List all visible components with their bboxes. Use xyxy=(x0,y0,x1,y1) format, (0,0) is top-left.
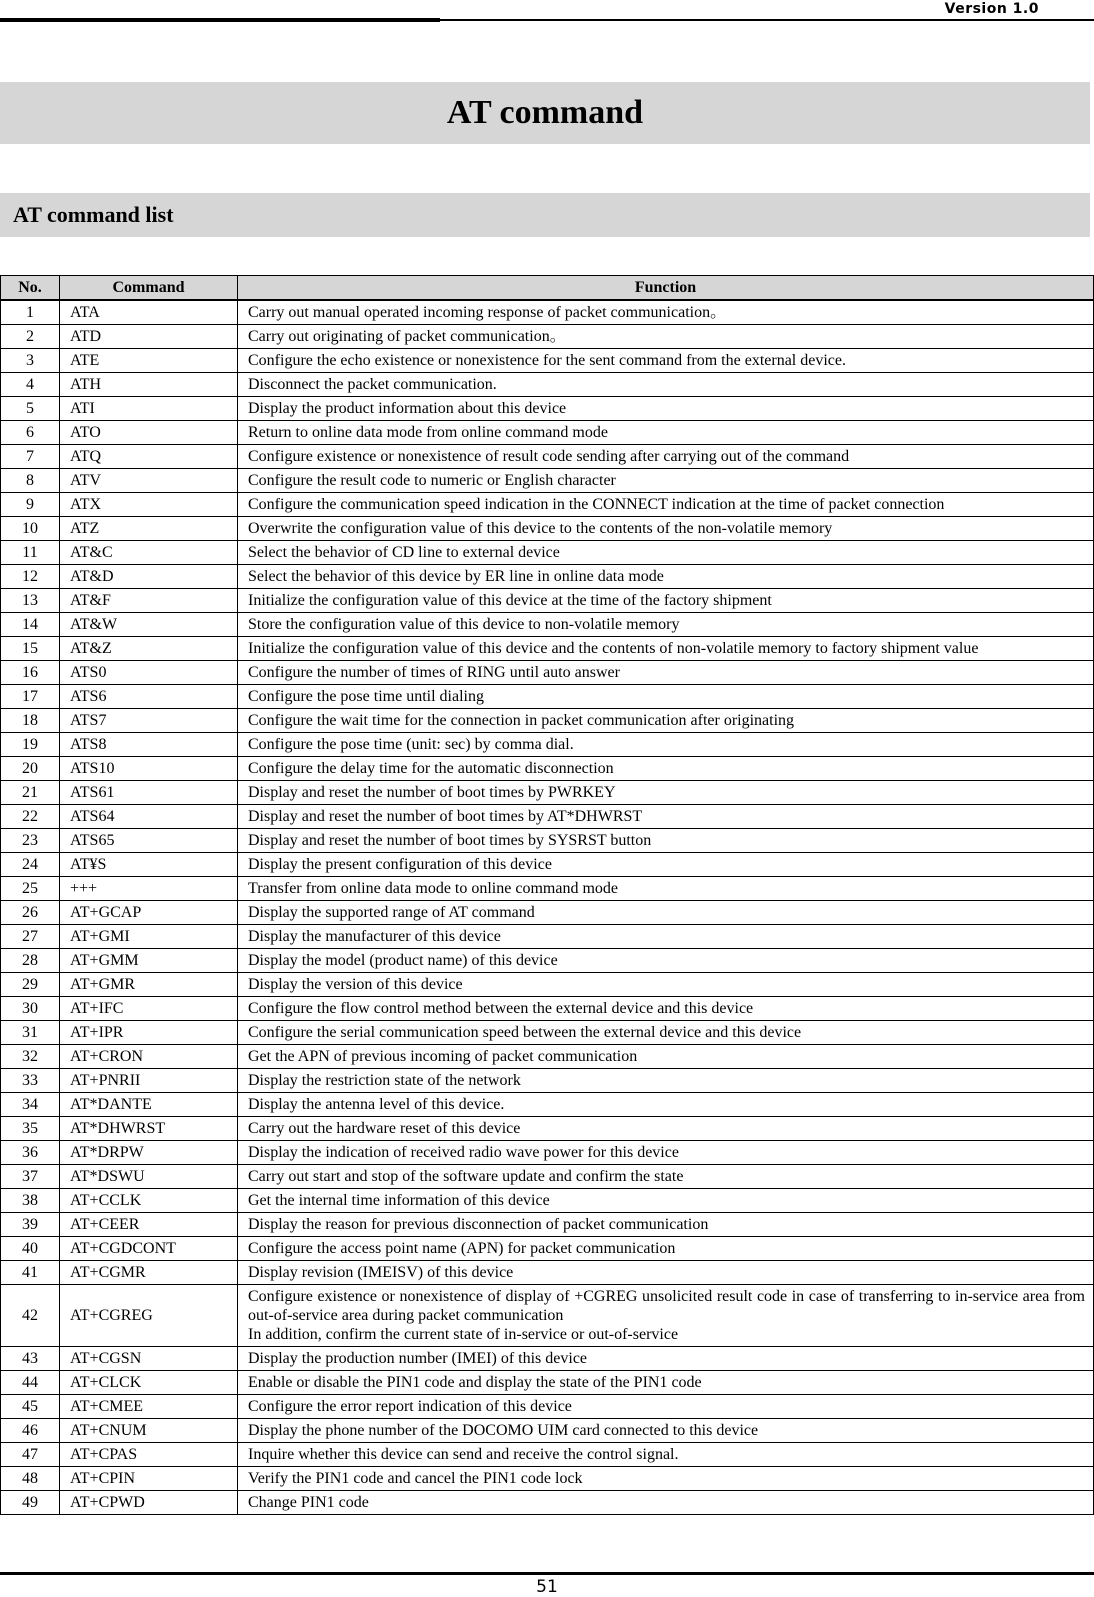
command-function: Configure the wait time for the connection in packet communication after originating xyxy=(238,709,1094,733)
row-number: 49 xyxy=(1,1491,60,1515)
command-function: Display the production number (IMEI) of this device xyxy=(238,1347,1094,1371)
row-number: 40 xyxy=(1,1237,60,1261)
row-number: 11 xyxy=(1,541,60,565)
table-row xyxy=(1,901,1094,925)
table-row xyxy=(1,1443,1094,1467)
row-number: 32 xyxy=(1,1045,60,1069)
row-number: 8 xyxy=(1,469,60,493)
table-row xyxy=(1,733,1094,757)
command-name: ATS0 xyxy=(60,661,238,685)
row-number: 42 xyxy=(1,1285,60,1347)
command-function: Display the manufacturer of this device xyxy=(238,925,1094,949)
table-body xyxy=(1,300,1094,1515)
table-row xyxy=(1,949,1094,973)
table-row xyxy=(1,1069,1094,1093)
command-function: Carry out start and stop of the software update and confirm the state xyxy=(238,1165,1094,1189)
row-number: 4 xyxy=(1,373,60,397)
row-number: 23 xyxy=(1,829,60,853)
command-function: Enable or disable the PIN1 code and display the state of the PIN1 code xyxy=(238,1371,1094,1395)
command-function: Configure the pose time until dialing xyxy=(238,685,1094,709)
command-name: +++ xyxy=(60,877,238,901)
command-name: AT+GMR xyxy=(60,973,238,997)
table-row xyxy=(1,829,1094,853)
command-function: Return to online data mode from online command mode xyxy=(238,421,1094,445)
row-number: 46 xyxy=(1,1419,60,1443)
command-function: Verify the PIN1 code and cancel the PIN1 code lock xyxy=(238,1467,1094,1491)
command-name: AT+GCAP xyxy=(60,901,238,925)
command-name: AT+CGMR xyxy=(60,1261,238,1285)
row-number: 22 xyxy=(1,805,60,829)
table-row xyxy=(1,637,1094,661)
command-function: Carry out originating of packet communication。 xyxy=(238,325,1094,349)
row-number: 36 xyxy=(1,1141,60,1165)
command-function: Change PIN1 code xyxy=(238,1491,1094,1515)
row-number: 9 xyxy=(1,493,60,517)
command-function: Configure the communication speed indication in the CONNECT indication at the time of packet connection xyxy=(238,493,1094,517)
command-name: AT+CGREG xyxy=(60,1285,238,1347)
column-header-function: Function xyxy=(238,276,1094,301)
command-function: Configure the pose time (unit: sec) by comma dial. xyxy=(238,733,1094,757)
table-row xyxy=(1,1237,1094,1261)
command-name: ATS8 xyxy=(60,733,238,757)
command-function: Configure the access point name (APN) for packet communication xyxy=(238,1237,1094,1261)
table-row xyxy=(1,1419,1094,1443)
footer-rule xyxy=(0,1572,1094,1575)
command-function: Display the supported range of AT command xyxy=(238,901,1094,925)
command-function: Store the configuration value of this device to non-volatile memory xyxy=(238,613,1094,637)
row-number: 43 xyxy=(1,1347,60,1371)
command-function: Display the product information about this device xyxy=(238,397,1094,421)
row-number: 10 xyxy=(1,517,60,541)
command-function: Display the antenna level of this device. xyxy=(238,1093,1094,1117)
command-function: Inquire whether this device can send and receive the control signal. xyxy=(238,1443,1094,1467)
table-row xyxy=(1,1261,1094,1285)
table-row xyxy=(1,325,1094,349)
row-number: 12 xyxy=(1,565,60,589)
table-row xyxy=(1,997,1094,1021)
table-row xyxy=(1,1213,1094,1237)
row-number: 34 xyxy=(1,1093,60,1117)
command-table xyxy=(0,275,1094,1515)
row-number: 44 xyxy=(1,1371,60,1395)
command-function: Configure existence or nonexistence of display of +CGREG unsolicited result code in case of transferring to in-service area from out-of-service area during packet communication In addition, confirm the current state of in-service or out-of-service xyxy=(238,1285,1094,1347)
page-number: 51 xyxy=(536,1577,558,1597)
command-name: ATZ xyxy=(60,517,238,541)
command-name: AT+CEER xyxy=(60,1213,238,1237)
row-number: 29 xyxy=(1,973,60,997)
row-number: 39 xyxy=(1,1213,60,1237)
command-name: AT+CMEE xyxy=(60,1395,238,1419)
command-name: ATS61 xyxy=(60,781,238,805)
command-name: AT&C xyxy=(60,541,238,565)
command-function: Display the phone number of the DOCOMO UIM card connected to this device xyxy=(238,1419,1094,1443)
command-function: Get the APN of previous incoming of packet communication xyxy=(238,1045,1094,1069)
table-row xyxy=(1,1347,1094,1371)
command-function: Select the behavior of CD line to external device xyxy=(238,541,1094,565)
row-number: 21 xyxy=(1,781,60,805)
row-number: 3 xyxy=(1,349,60,373)
row-number: 47 xyxy=(1,1443,60,1467)
command-function: Display revision (IMEISV) of this device xyxy=(238,1261,1094,1285)
table-row xyxy=(1,493,1094,517)
row-number: 37 xyxy=(1,1165,60,1189)
command-function: Configure the result code to numeric or English character xyxy=(238,469,1094,493)
table-row xyxy=(1,1045,1094,1069)
command-function: Display and reset the number of boot times by PWRKEY xyxy=(238,781,1094,805)
command-function: Disconnect the packet communication. xyxy=(238,373,1094,397)
command-name: AT*DANTE xyxy=(60,1093,238,1117)
command-name: AT&D xyxy=(60,565,238,589)
command-function: Display the restriction state of the network xyxy=(238,1069,1094,1093)
column-header-no: No. xyxy=(1,276,60,301)
row-number: 7 xyxy=(1,445,60,469)
row-number: 16 xyxy=(1,661,60,685)
command-name: AT¥S xyxy=(60,853,238,877)
command-function: Configure the error report indication of this device xyxy=(238,1395,1094,1419)
command-name: ATE xyxy=(60,349,238,373)
header-rule-thick xyxy=(0,18,440,22)
command-name: ATX xyxy=(60,493,238,517)
command-name: ATS7 xyxy=(60,709,238,733)
command-function: Display the version of this device xyxy=(238,973,1094,997)
command-function: Display and reset the number of boot times by AT*DHWRST xyxy=(238,805,1094,829)
command-name: AT&F xyxy=(60,589,238,613)
table-row xyxy=(1,469,1094,493)
command-name: AT+CPAS xyxy=(60,1443,238,1467)
table-row xyxy=(1,1285,1094,1347)
command-name: ATQ xyxy=(60,445,238,469)
table-row xyxy=(1,805,1094,829)
command-function: Configure existence or nonexistence of result code sending after carrying out of the command xyxy=(238,445,1094,469)
command-name: AT*DHWRST xyxy=(60,1117,238,1141)
table-row xyxy=(1,300,1094,325)
table-row xyxy=(1,1117,1094,1141)
table-row xyxy=(1,1371,1094,1395)
table-row xyxy=(1,1467,1094,1491)
command-name: AT+CGDCONT xyxy=(60,1237,238,1261)
command-function: Display and reset the number of boot times by SYSRST button xyxy=(238,829,1094,853)
row-number: 31 xyxy=(1,1021,60,1045)
table-row xyxy=(1,589,1094,613)
table-row xyxy=(1,1189,1094,1213)
command-function: Display the reason for previous disconnection of packet communication xyxy=(238,1213,1094,1237)
table-row xyxy=(1,877,1094,901)
table-row xyxy=(1,613,1094,637)
command-function: Get the internal time information of this device xyxy=(238,1189,1094,1213)
command-name: AT+IFC xyxy=(60,997,238,1021)
row-number: 1 xyxy=(1,300,60,325)
command-function: Select the behavior of this device by ER line in online data mode xyxy=(238,565,1094,589)
table-row xyxy=(1,709,1094,733)
command-function: Display the model (product name) of this device xyxy=(238,949,1094,973)
row-number: 19 xyxy=(1,733,60,757)
command-name: ATI xyxy=(60,397,238,421)
command-name: AT+CPWD xyxy=(60,1491,238,1515)
table-row xyxy=(1,565,1094,589)
table-header-row xyxy=(1,276,1094,301)
row-number: 24 xyxy=(1,853,60,877)
command-name: ATS64 xyxy=(60,805,238,829)
command-function: Display the present configuration of this device xyxy=(238,853,1094,877)
command-name: ATV xyxy=(60,469,238,493)
table-row xyxy=(1,1491,1094,1515)
command-name: AT&Z xyxy=(60,637,238,661)
row-number: 27 xyxy=(1,925,60,949)
row-number: 25 xyxy=(1,877,60,901)
table-row xyxy=(1,541,1094,565)
row-number: 6 xyxy=(1,421,60,445)
command-name: AT+CNUM xyxy=(60,1419,238,1443)
table-row xyxy=(1,925,1094,949)
command-name: ATA xyxy=(60,300,238,325)
command-function: Carry out the hardware reset of this device xyxy=(238,1117,1094,1141)
command-name: AT+CLCK xyxy=(60,1371,238,1395)
row-number: 30 xyxy=(1,997,60,1021)
title-band xyxy=(0,82,1090,144)
section-title: AT command list xyxy=(13,202,174,227)
table-row xyxy=(1,1141,1094,1165)
table-row xyxy=(1,397,1094,421)
table-row xyxy=(1,1165,1094,1189)
command-name: AT*DRPW xyxy=(60,1141,238,1165)
command-name: AT&W xyxy=(60,613,238,637)
table-row xyxy=(1,781,1094,805)
section-band xyxy=(0,193,1090,237)
table-row xyxy=(1,373,1094,397)
command-name: AT+CCLK xyxy=(60,1189,238,1213)
command-name: AT+GMI xyxy=(60,925,238,949)
row-number: 13 xyxy=(1,589,60,613)
row-number: 28 xyxy=(1,949,60,973)
command-name: ATH xyxy=(60,373,238,397)
table-row xyxy=(1,445,1094,469)
table-row xyxy=(1,685,1094,709)
command-function: Configure the flow control method between the external device and this device xyxy=(238,997,1094,1021)
row-number: 41 xyxy=(1,1261,60,1285)
command-name: ATD xyxy=(60,325,238,349)
command-function: Configure the delay time for the automatic disconnection xyxy=(238,757,1094,781)
command-function: Initialize the configuration value of this device at the time of the factory shipment xyxy=(238,589,1094,613)
page-title: AT command xyxy=(446,94,644,131)
row-number: 17 xyxy=(1,685,60,709)
row-number: 26 xyxy=(1,901,60,925)
table-row xyxy=(1,517,1094,541)
command-function: Transfer from online data mode to online command mode xyxy=(238,877,1094,901)
version-label: Version 1.0 xyxy=(944,1,1039,17)
command-function: Configure the number of times of RING until auto answer xyxy=(238,661,1094,685)
command-name: AT*DSWU xyxy=(60,1165,238,1189)
command-function: Display the indication of received radio wave power for this device xyxy=(238,1141,1094,1165)
row-number: 18 xyxy=(1,709,60,733)
table-row xyxy=(1,1093,1094,1117)
table-row xyxy=(1,349,1094,373)
command-name: AT+PNRII xyxy=(60,1069,238,1093)
row-number: 35 xyxy=(1,1117,60,1141)
command-function: Overwrite the configuration value of this device to the contents of the non-volatile memory xyxy=(238,517,1094,541)
command-name: ATS6 xyxy=(60,685,238,709)
table-row xyxy=(1,1021,1094,1045)
command-name: ATS65 xyxy=(60,829,238,853)
command-name: ATO xyxy=(60,421,238,445)
command-name: ATS10 xyxy=(60,757,238,781)
table-row xyxy=(1,661,1094,685)
row-number: 48 xyxy=(1,1467,60,1491)
row-number: 5 xyxy=(1,397,60,421)
table-row xyxy=(1,853,1094,877)
table-row xyxy=(1,973,1094,997)
column-header-command: Command xyxy=(60,276,238,301)
command-function: Initialize the configuration value of this device and the contents of non-volatile memory to factory shipment value xyxy=(238,637,1094,661)
row-number: 45 xyxy=(1,1395,60,1419)
table-row xyxy=(1,421,1094,445)
row-number: 2 xyxy=(1,325,60,349)
command-name: AT+CRON xyxy=(60,1045,238,1069)
row-number: 33 xyxy=(1,1069,60,1093)
command-name: AT+IPR xyxy=(60,1021,238,1045)
row-number: 20 xyxy=(1,757,60,781)
command-function: Carry out manual operated incoming response of packet communication。 xyxy=(238,300,1094,325)
table-row xyxy=(1,757,1094,781)
command-name: AT+CPIN xyxy=(60,1467,238,1491)
command-function: Configure the echo existence or nonexistence for the sent command from the external device. xyxy=(238,349,1094,373)
command-function: Configure the serial communication speed between the external device and this device xyxy=(238,1021,1094,1045)
command-name: AT+CGSN xyxy=(60,1347,238,1371)
row-number: 38 xyxy=(1,1189,60,1213)
command-name: AT+GMM xyxy=(60,949,238,973)
row-number: 14 xyxy=(1,613,60,637)
row-number: 15 xyxy=(1,637,60,661)
table-row xyxy=(1,1395,1094,1419)
